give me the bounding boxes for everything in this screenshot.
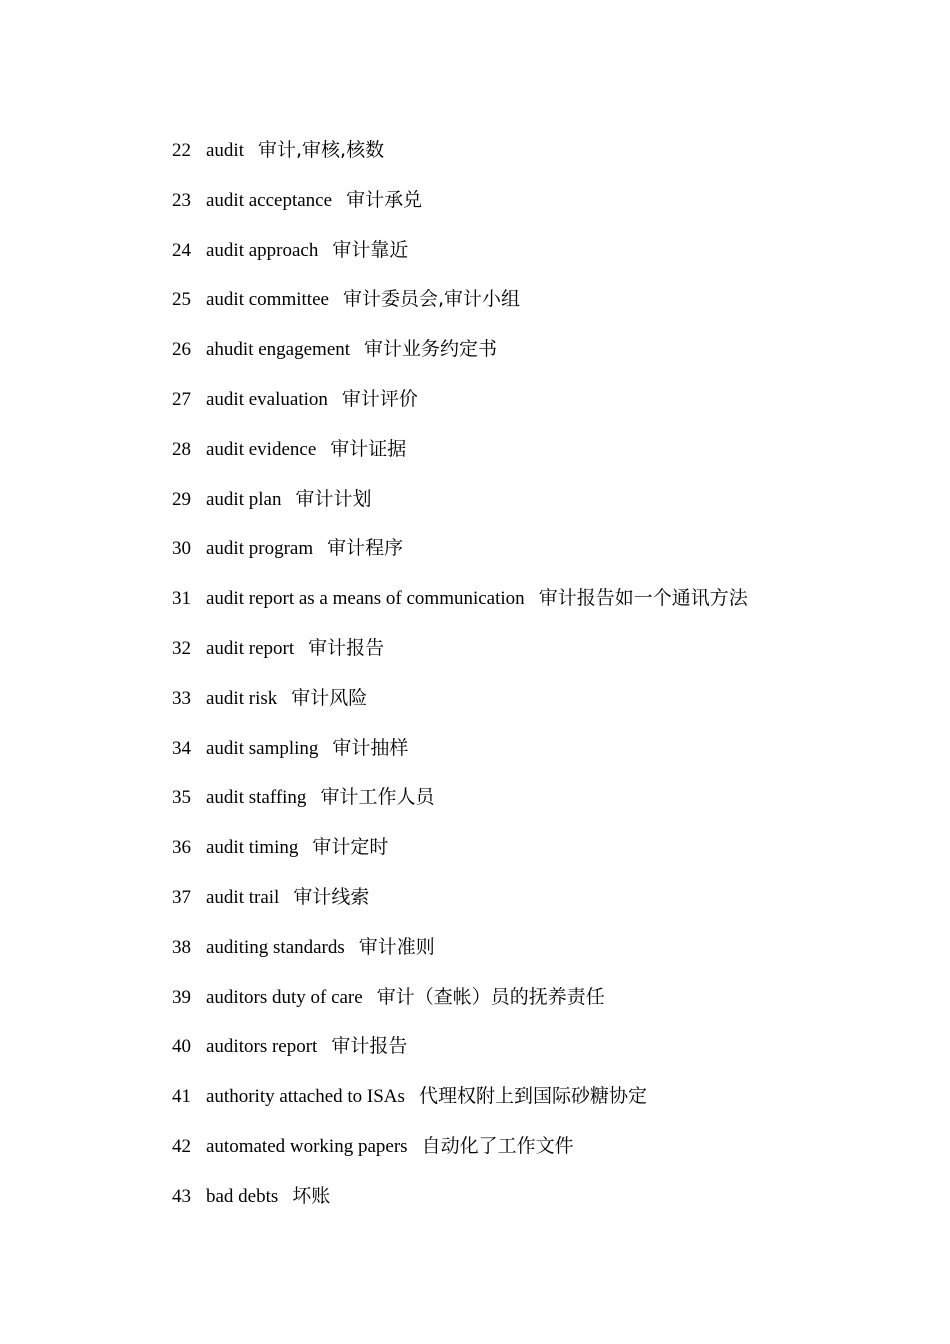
entry-translation: 代理权附上到国际砂糖协定: [418, 1085, 647, 1108]
entry-translation: 审计报告: [331, 1035, 408, 1058]
list-item: [172, 1032, 748, 1082]
entry-term: audit approach: [206, 239, 319, 261]
entry-translation: 审计准则: [358, 935, 435, 958]
entry-translation: 审计计划: [295, 487, 372, 510]
entry-translation: 审计评价: [341, 387, 418, 410]
entry-term: audit committee: [206, 289, 329, 311]
entry-term: auditors duty of care: [206, 986, 363, 1008]
entry-translation: 审计线索: [293, 885, 370, 908]
entry-number: 43: [172, 1185, 191, 1207]
entry-translation: 审计定时: [312, 836, 389, 859]
entry-translation: 审计抽样: [332, 736, 409, 759]
list-item: [172, 983, 748, 1033]
entry-number: 38: [172, 936, 191, 958]
entry-translation: 审计靠近: [332, 238, 409, 261]
entry-term: audit risk: [206, 687, 278, 709]
entry-number: 29: [172, 488, 191, 510]
entry-translation: 审计委员会,审计小组: [342, 288, 520, 311]
entry-term: audit report as a means of communication: [206, 588, 525, 610]
entry-number: 27: [172, 388, 191, 410]
entry-term: audit: [206, 140, 244, 161]
list-item: [172, 435, 748, 485]
entry-number: 41: [172, 1086, 191, 1108]
entry-translation: 审计工作人员: [320, 786, 435, 809]
entry-translation: 审计,审核,核数: [258, 139, 385, 161]
entry-translation: 审计业务约定书: [364, 338, 498, 361]
list-item: [172, 734, 748, 784]
list-item: [172, 1182, 748, 1232]
entry-term: auditing standards: [206, 936, 345, 958]
entry-term: audit sampling: [206, 737, 319, 759]
entry-term: audit program: [206, 538, 314, 560]
entry-number: 28: [172, 438, 191, 460]
entry-term: authority attached to ISAs: [206, 1086, 405, 1108]
entry-number: 31: [172, 588, 191, 610]
entry-term: audit trail: [206, 886, 280, 908]
entry-term: audit acceptance: [206, 189, 333, 211]
entry-term: audit evidence: [206, 438, 317, 460]
list-item: [172, 136, 748, 186]
entry-translation: 审计报告: [308, 636, 385, 659]
list-item: [172, 335, 748, 385]
entry-number: 42: [172, 1135, 191, 1157]
entry-number: 35: [172, 787, 191, 809]
entry-term: audit report: [206, 637, 295, 659]
entry-term: bad debts: [206, 1185, 279, 1207]
list-item: [172, 534, 748, 584]
entry-term: audit plan: [206, 488, 282, 510]
entry-term: automated working papers: [206, 1135, 408, 1157]
list-item: [172, 186, 748, 236]
entry-translation: 审计报告如一个通讯方法: [538, 587, 748, 610]
list-item: [172, 833, 748, 883]
entry-term: auditors report: [206, 1036, 318, 1058]
entry-number: 40: [172, 1036, 191, 1058]
entry-number: 25: [172, 289, 191, 311]
list-item: [172, 236, 748, 286]
entry-number: 24: [172, 239, 191, 261]
entry-number: 37: [172, 886, 191, 908]
entry-number: 22: [172, 140, 191, 161]
entry-number: 32: [172, 637, 191, 659]
list-item: [172, 385, 748, 435]
entry-translation: 审计程序: [327, 537, 404, 560]
entry-term: audit staffing: [206, 787, 307, 809]
entry-number: 26: [172, 339, 191, 361]
list-item: [172, 883, 748, 933]
list-item: [172, 584, 748, 634]
entry-number: 36: [172, 837, 191, 859]
entry-translation: 审计证据: [330, 437, 407, 460]
list-item: [172, 1082, 748, 1132]
entry-number: 34: [172, 737, 191, 759]
list-item: [172, 783, 748, 833]
list-item: [172, 933, 748, 983]
list-item: [172, 1132, 748, 1182]
entry-term: audit timing: [206, 837, 299, 859]
entry-number: 23: [172, 189, 191, 211]
entry-number: 39: [172, 986, 191, 1008]
entry-term: ahudit engagement: [206, 339, 351, 361]
entry-translation: 审计（查帐）员的抚养责任: [376, 985, 605, 1008]
list-item: [172, 285, 748, 335]
list-item: [172, 485, 748, 535]
entry-number: 33: [172, 687, 191, 709]
entry-translation: 坏账: [292, 1184, 331, 1207]
glossary-list: [172, 136, 748, 1232]
entry-translation: 审计承兑: [346, 188, 423, 211]
entry-translation: 自动化了工作文件: [421, 1134, 574, 1157]
entry-translation: 审计风险: [291, 686, 368, 709]
entry-term: audit evaluation: [206, 388, 328, 410]
entry-number: 30: [172, 538, 191, 560]
list-item: [172, 634, 748, 684]
list-item: [172, 684, 748, 734]
